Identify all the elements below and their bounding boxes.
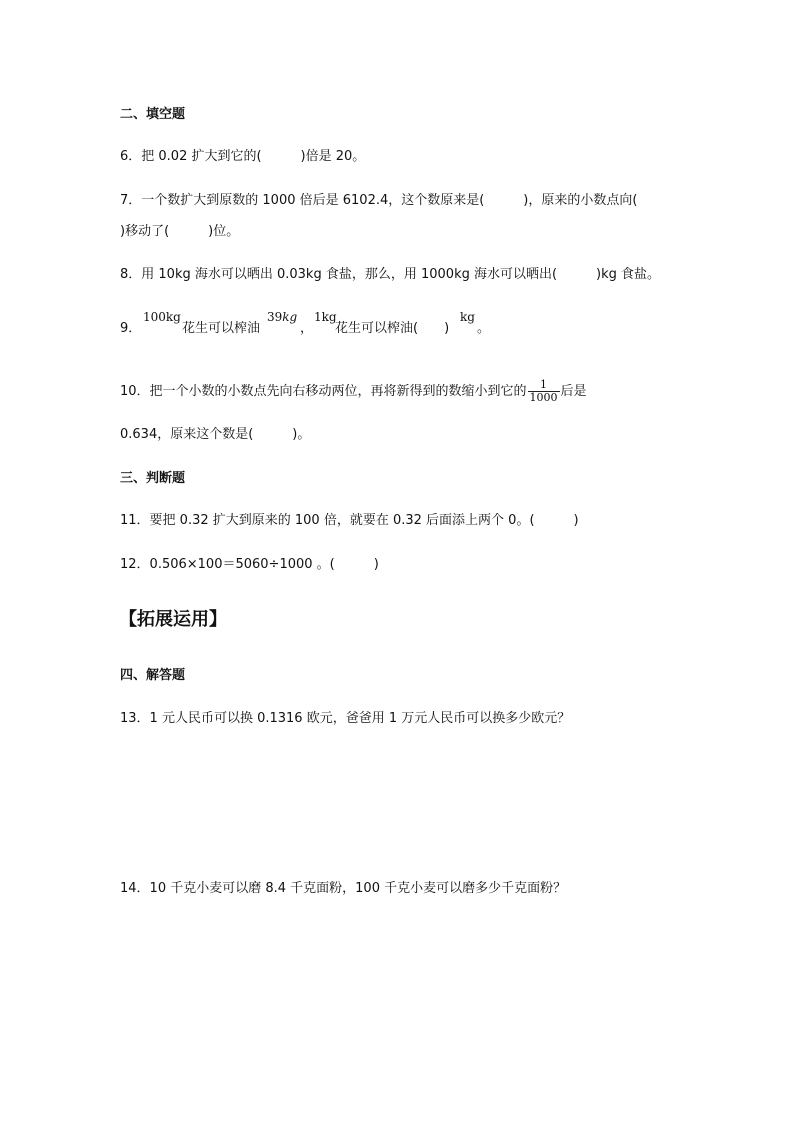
fraction-1-over-1000 [528, 379, 560, 404]
question-12: 12．0.506×100＝5060÷1000 。( ) [120, 557, 379, 572]
math-100kg: 100kg [143, 310, 181, 324]
question-10-line-2: 0.634，原来这个数是( )。 [120, 427, 311, 442]
math-1kg: 1kg [314, 310, 337, 324]
question-10-text-a: 10．把一个小数的小数点先向右移动两位，再将新得到的数缩小到它的 [120, 384, 527, 399]
question-9-text-1: 花生可以榨油 [182, 321, 261, 336]
fraction-numerator: 1 [540, 378, 548, 391]
section-heading-fill-in: 二、填空题 [120, 107, 186, 122]
extension-heading: 【拓展运用】 [119, 609, 227, 630]
question-9-comma: ， [300, 321, 314, 336]
math-kg: kg [460, 310, 475, 324]
section-heading-true-false: 三、判断题 [120, 471, 186, 486]
question-7-line-2: )移动了( )位。 [120, 224, 240, 239]
section-heading-answer: 四、解答题 [120, 668, 186, 683]
question-11: 11．要把 0.32 扩大到原来的 100 倍，就要在 0.32 后面添上两个 0。( ) [120, 513, 579, 528]
question-6: 6．把 0.02 扩大到它的( )倍是 20。 [120, 149, 366, 164]
question-9-number: 9． [120, 321, 142, 336]
fraction-denominator: 1000 [529, 391, 558, 404]
math-39kg: 39kg [267, 310, 298, 324]
question-8: 8．用 10kg 海水可以晒出 0.03kg 食盐，那么，用 1000kg 海水可以晒出( )kg 食盐。 [120, 267, 661, 282]
question-13: 13．1 元人民币可以换 0.1316 欧元，爸爸用 1 万元人民币可以换多少欧元？ [120, 711, 571, 726]
question-9-text-2: 花生可以榨油( ) [335, 321, 450, 336]
question-10-text-b: 后是 [560, 384, 587, 399]
question-9-end: 。 [477, 321, 491, 336]
question-10-line-1 [120, 374, 587, 410]
question-14: 14．10 千克小麦可以磨 8.4 千克面粉，100 千克小麦可以磨多少千克面粉？ [120, 881, 567, 896]
question-7-line-1: 7．一个数扩大到原数的 1000 倍后是 6102.4，这个数原来是( )，原来的小数点向( [120, 193, 638, 208]
